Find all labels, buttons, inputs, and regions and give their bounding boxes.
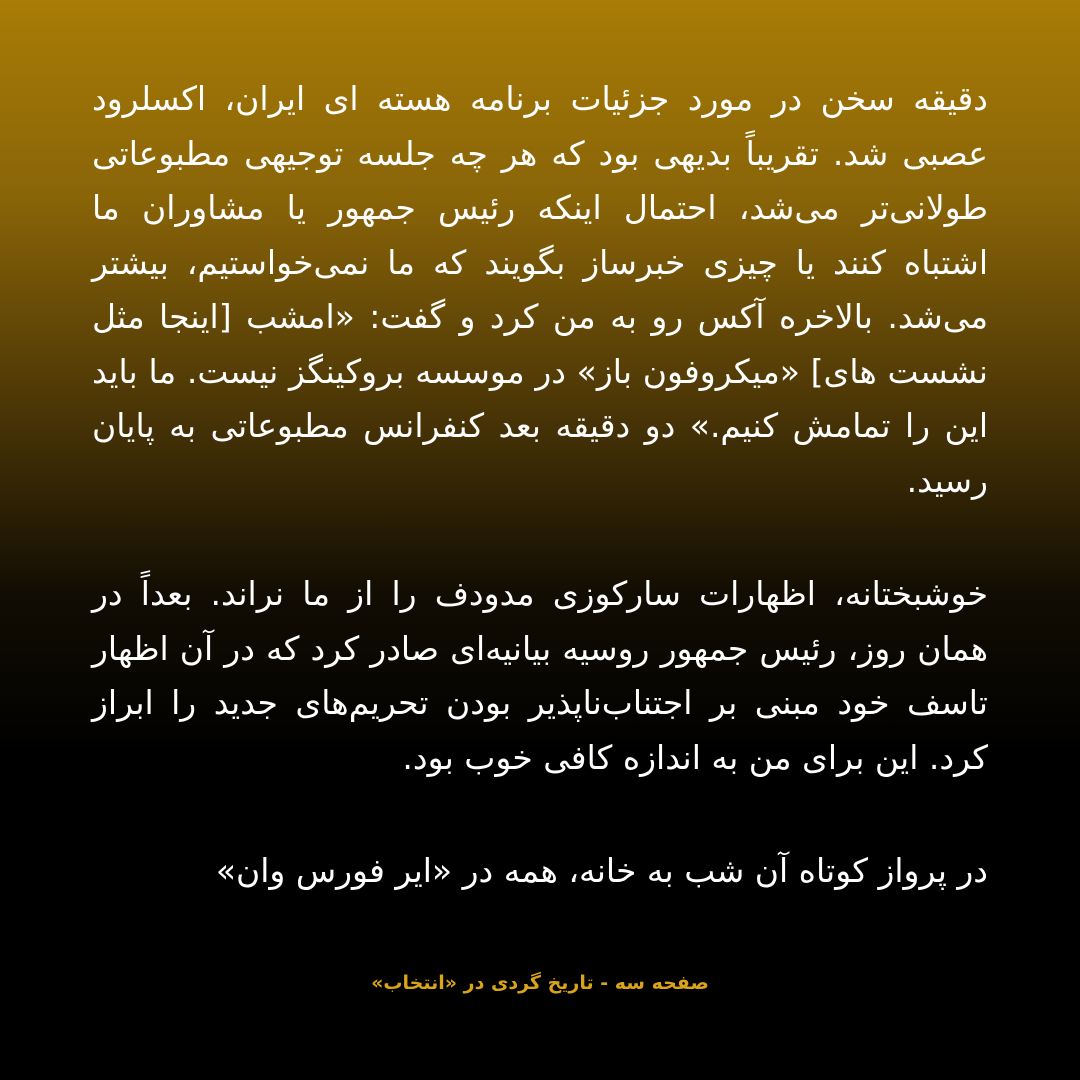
paragraph-2: خوشبختانه، اظهارات سارکوزی مدودف را از ما نراند. بعداً در همان روز، رئیس جمهور روسیه بیانیه‌ای صادر کرد که در آن اظهار تاسف خود مبنی بر اجتناب‌ناپذیر بودن تحریم‌های جدید را ابراز کرد. این برای من به اندازه کافی خوب بود. [92, 574, 988, 777]
paragraph-1: دقیقه سخن در مورد جزئیات برنامه هسته ای ایران، اکسلرود عصبی شد. تقریباً بدیهی بود که هر چه جلسه توجیهی مطبوعاتی طولانی‌تر می‌شد، احتمال اینکه رئیس جمهور یا مشاوران ما اشتباه کنند یا چیزی خبرساز بگویند که ما نمی‌خواستیم، بیشتر می‌شد. بالاخره آکس رو به من کرد و گفت: «امشب [اینجا مثل نشست های] «میکروفون باز» در موسسه بروکینگز نیست. ما باید این را تمامش کنیم.» دو دقیقه بعد کنفرانس مطبوعاتی به پایان رسید. [92, 79, 988, 500]
paragraph-3: در پرواز کوتاه آن شب به خانه، همه در «ایر فورس وان» [215, 851, 988, 890]
footer-caption: صفحه سه - تاریخ گردی در «انتخاب» [371, 972, 709, 994]
